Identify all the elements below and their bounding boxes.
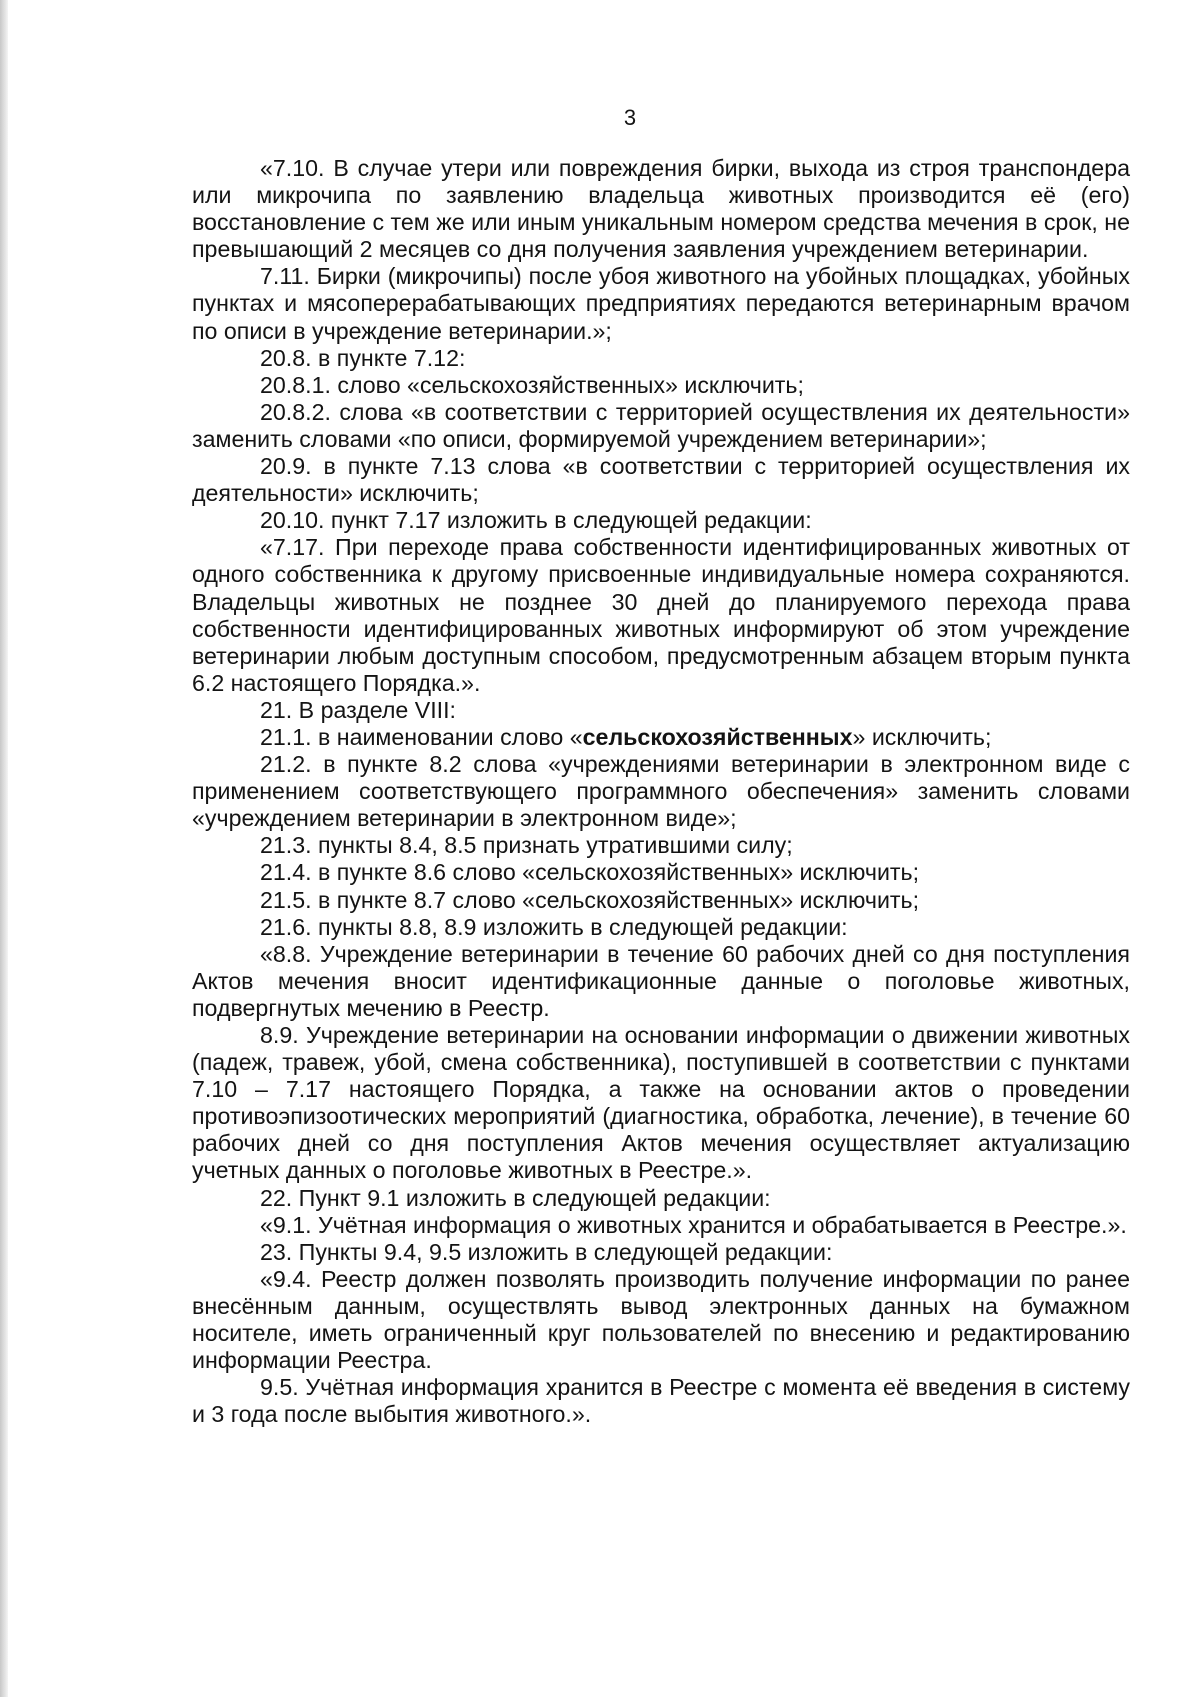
paragraph-21-1: [192, 724, 1130, 751]
paragraph-8-8: «8.8. Учреждение ветеринарии в течение 60 рабочих дней со дня поступления Актов мечения вносит идентификационные данные о поголовье животных, подвергнутых мечению в Реестр.: [192, 940, 1130, 1021]
paragraph-21-5: 21.5. в пункте 8.7 слово «сельскохозяйственных» исключить;: [260, 886, 920, 913]
document-body: [192, 155, 1130, 1428]
paragraph-21-2: 21.2. в пункте 8.2 слова «учреждениями ветеринарии в электронном виде с применением соответствующего программного обеспечения» заменить словами «учреждением ветеринарии в электронном виде»;: [192, 751, 1130, 832]
paragraph-9-4: «9.4. Реестр должен позволять производить получение информации по ранее внесённым данным, осуществлять вывод электронных данных на бумажном носителе, иметь ограниченный круг пользователей по внесению и редактированию информации Реестра.: [192, 1265, 1130, 1374]
paragraph-22: 22. Пункт 9.1 изложить в следующей редакции:: [260, 1184, 771, 1211]
paragraph-21-4: 21.4. в пункте 8.6 слово «сельскохозяйственных» исключить;: [260, 859, 920, 886]
paragraph-20-10: 20.10. пункт 7.17 изложить в следующей редакции:: [260, 507, 812, 534]
paragraph-23: 23. Пункты 9.4, 9.5 изложить в следующей редакции:: [260, 1238, 833, 1265]
paragraph-9-5: 9.5. Учётная информация хранится в Реестре с момента её введения в систему и 3 года после выбытия животного.».: [192, 1374, 1130, 1428]
paragraph-9-1: «9.1. Учётная информация о животных хранится и обрабатывается в Реестре.».: [260, 1211, 1127, 1238]
paragraph-7-11: 7.11. Бирки (микрочипы) после убоя животного на убойных площадках, убойных пунктах и мясоперерабатывающих предприятиях передаются ветеринарным врачом по описи в учреждение ветеринарии.»;: [192, 263, 1130, 344]
paragraph-20-8-1: 20.8.1. слово «сельскохозяйственных» исключить;: [260, 371, 804, 398]
paragraph-21-1-bold-word: сельскохозяйственных: [582, 723, 853, 750]
paragraph-20-9: 20.9. в пункте 7.13 слова «в соответствии с территорией осуществления их деятельности» исключить;: [192, 453, 1130, 507]
paragraph-21: 21. В разделе VIII:: [260, 696, 456, 723]
paragraph-21-3: 21.3. пункты 8.4, 8.5 признать утратившими силу;: [260, 832, 793, 859]
scan-shadow-edge: [0, 0, 8, 1697]
paragraph-7-17: «7.17. При переходе права собственности идентифицированных животных от одного собственника к другому присвоенные индивидуальные номера сохраняются. Владельцы животных не позднее 30 дней до планируемого перехода права собственности идентифицированных животных информируют об этом учреждение ветеринарии любым доступным способом, предусмотренным абзацем вторым пункта 6.2 настоящего Порядка.».: [192, 534, 1130, 696]
paragraph-21-6: 21.6. пункты 8.8, 8.9 изложить в следующей редакции:: [260, 913, 848, 940]
paragraph-8-9: 8.9. Учреждение ветеринарии на основании информации о движении животных (падеж, травеж, убой, смена собственника), поступившей в соответствии с пунктами 7.10 – 7.17 настоящего Порядка, а также на основании актов о проведении противоэпизоотических мероприятий (диагностика, обработка, лечение), в течение 60 рабочих дней со дня поступления Актов мечения осуществляет актуализацию учетных данных о поголовье животных в Реестре.».: [192, 1022, 1130, 1184]
page-number: 3: [623, 105, 637, 130]
paragraph-20-8: 20.8. в пункте 7.12:: [260, 344, 466, 371]
paragraph-21-1-end: » исключить;: [852, 723, 992, 750]
paragraph-21-1-start: 21.1. в наименовании слово «: [260, 723, 583, 750]
paragraph-7-10: «7.10. В случае утери или повреждения бирки, выхода из строя транспондера или микрочипа по заявлению владельца животных производится её (его) восстановление с тем же или иным уникальным номером средства мечения в срок, не превышающий 2 месяцев со дня получения заявления учреждением ветеринарии.: [192, 155, 1130, 263]
paragraph-20-8-2: 20.8.2. слова «в соответствии с территорией осуществления их деятельности» заменить словами «по описи, формируемой учреждением ветеринарии»;: [192, 398, 1130, 452]
